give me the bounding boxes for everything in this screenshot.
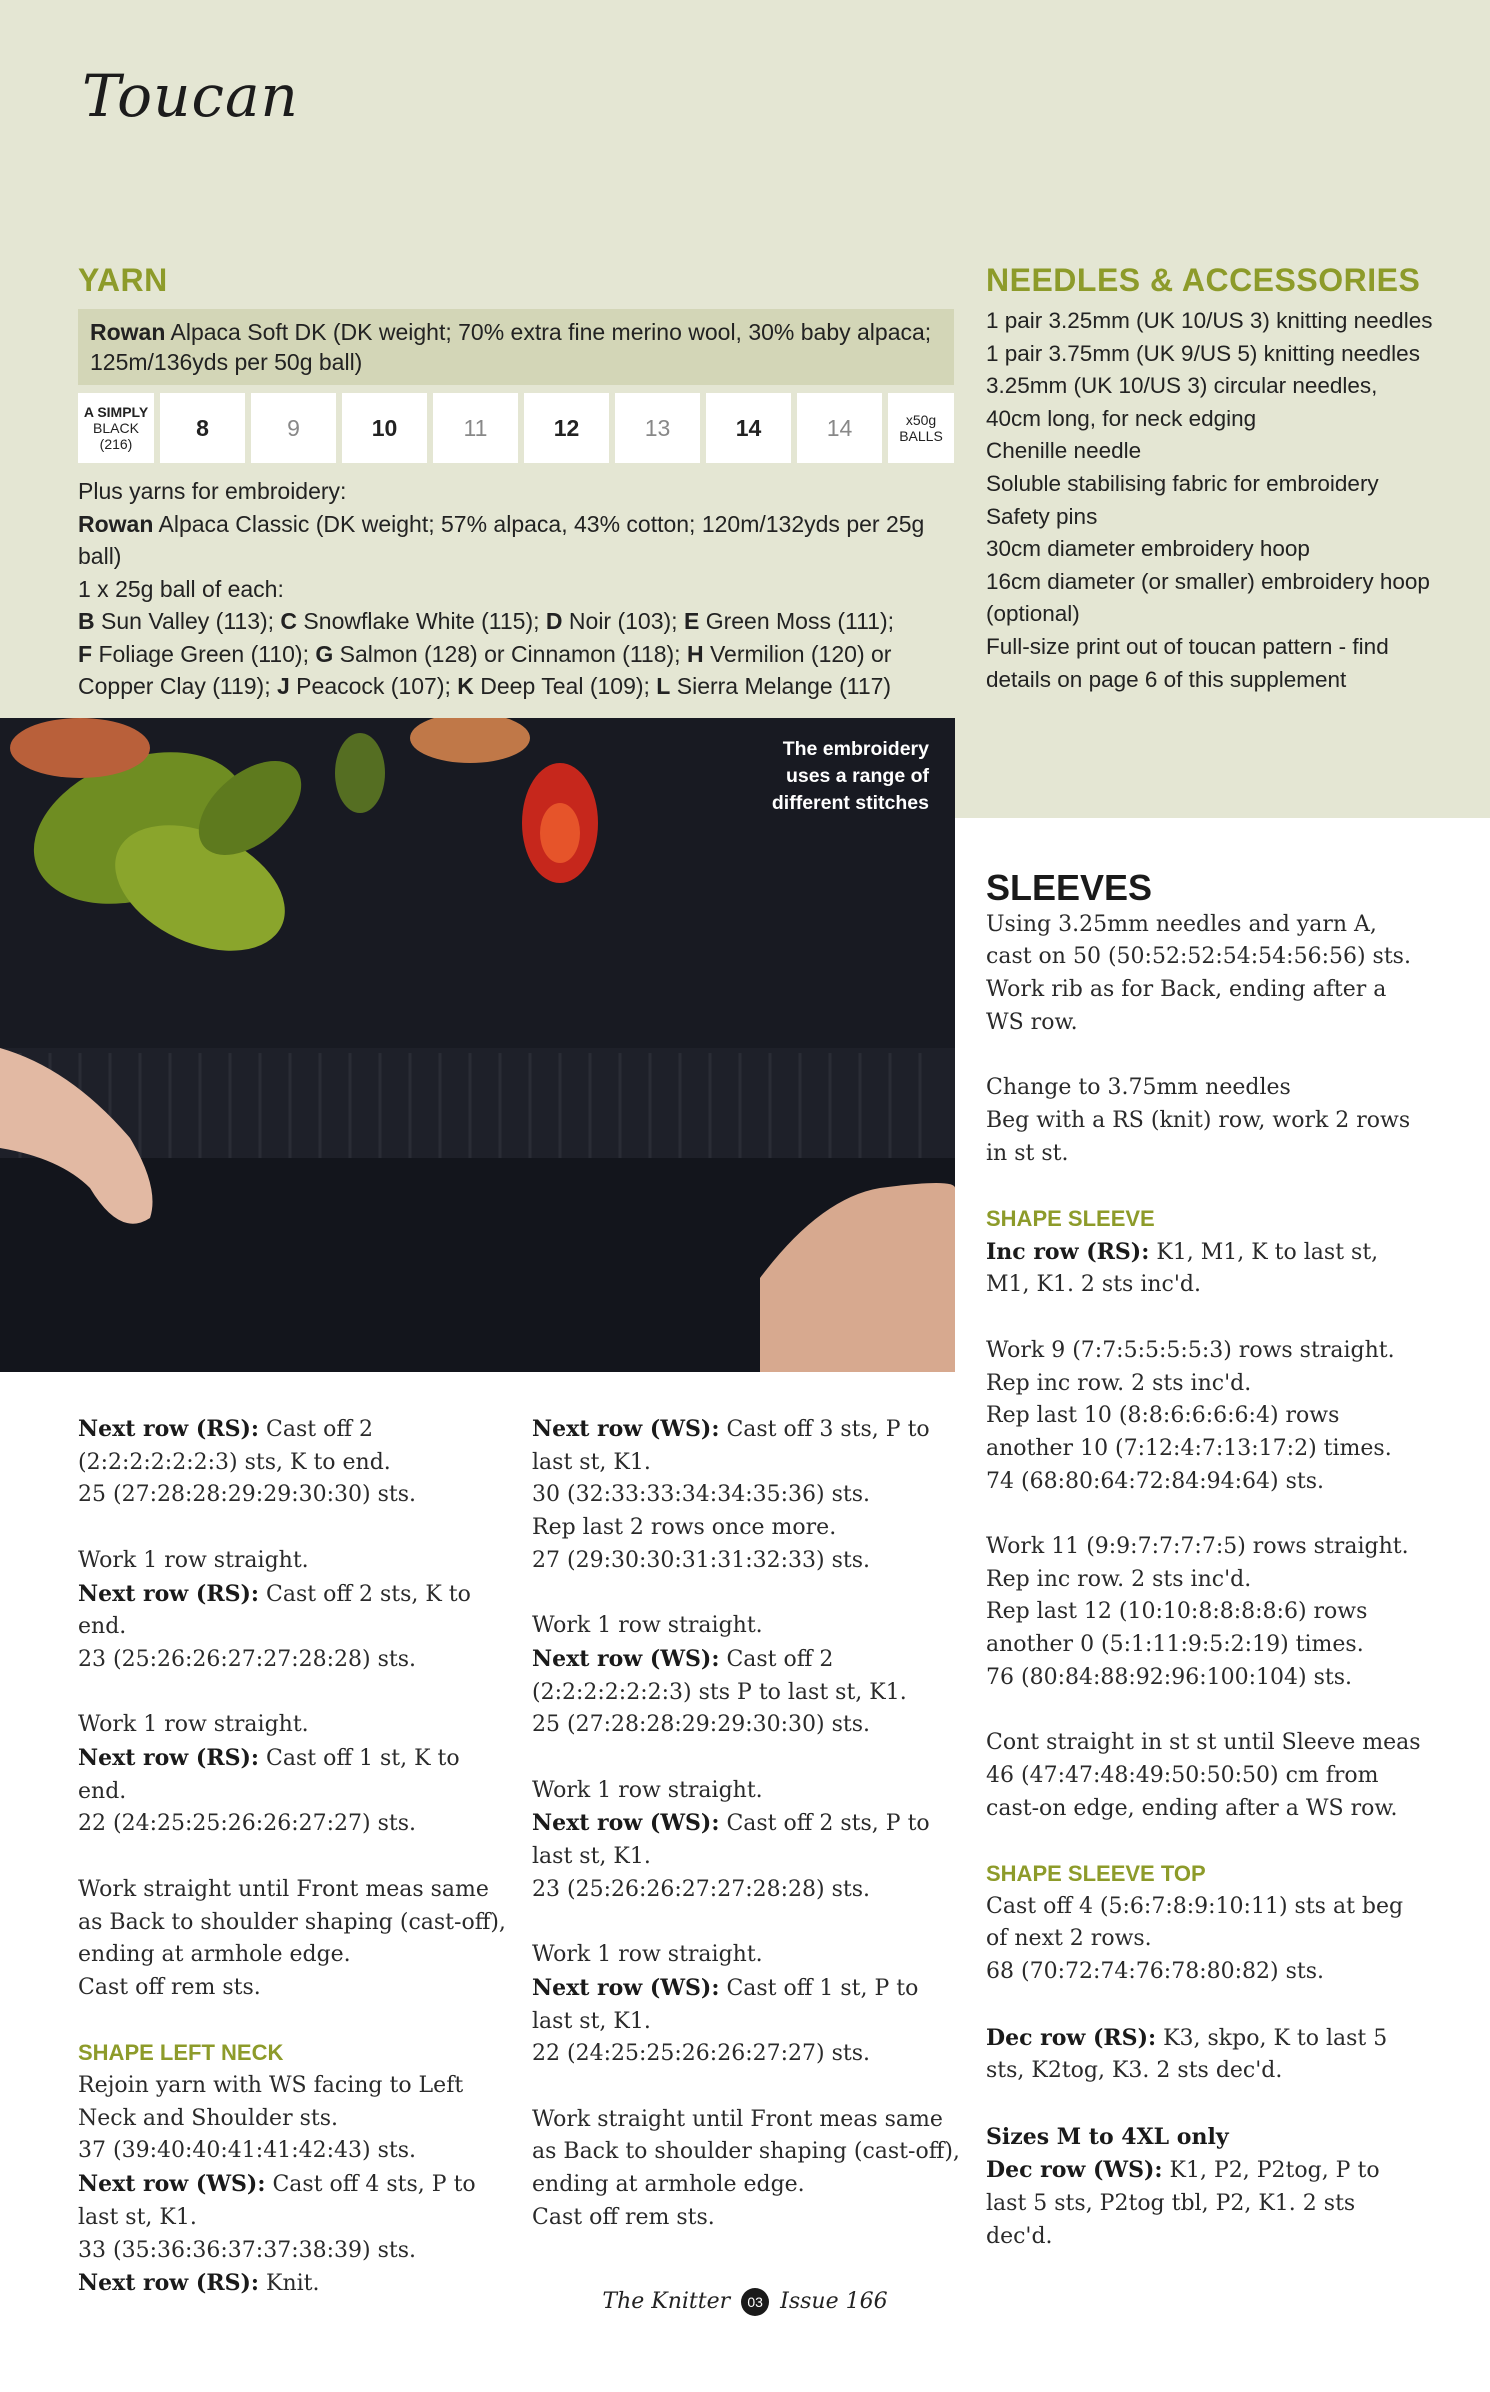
needles-item: Soluble stabilising fabric for embroidery bbox=[986, 470, 1379, 496]
stitch-count: 74 (68:80:64:72:84:94:64) sts. bbox=[986, 1468, 1324, 1494]
yarn-colour-label-3: (216) bbox=[99, 436, 133, 452]
row-label: Inc row (RS): bbox=[986, 1238, 1150, 1265]
colour-name: Deep Teal (109); bbox=[473, 673, 657, 699]
row-text: Cast off rem sts. bbox=[532, 2204, 715, 2230]
instruction-block bbox=[986, 1531, 1426, 1695]
row-text: Cast off 3 sts, P to last st, K1. bbox=[532, 1417, 930, 1475]
row-text: Rep inc row. 2 sts inc'd. bbox=[986, 1370, 1252, 1396]
stitch-count: 23 (25:26:26:27:27:28:28) sts. bbox=[532, 1876, 870, 1902]
stitch-count: 23 (25:26:26:27:27:28:28) sts. bbox=[78, 1646, 416, 1672]
stitch-count: 68 (70:72:74:76:78:80:82) sts. bbox=[986, 1959, 1324, 1985]
row-text: Rep last 10 (8:8:6:6:6:6:4) rows another 10 (7:12:4:7:13:17:2) times. bbox=[986, 1403, 1392, 1461]
instruction-block bbox=[532, 1413, 962, 1578]
colour-key: K bbox=[457, 673, 474, 699]
stitch-count: 22 (24:25:25:26:26:27:27) sts. bbox=[532, 2041, 870, 2067]
balls-label bbox=[888, 393, 954, 463]
row-label: Next row (WS): bbox=[78, 2171, 266, 2198]
yarn-colour-label-1: A SIMPLY bbox=[83, 404, 149, 420]
row-text: Cast off 1 st, K to end. bbox=[78, 1746, 460, 1804]
instruction-block bbox=[78, 1413, 508, 1512]
photo-caption-line: The embroidery bbox=[782, 738, 929, 760]
left-column bbox=[78, 1413, 508, 2334]
row-label: Next row (WS): bbox=[532, 1974, 720, 2001]
needles-item: 30cm diameter embroidery hoop bbox=[986, 536, 1310, 562]
row-text: Rep last 2 rows once more. bbox=[532, 1515, 837, 1541]
row-text: Work 1 row straight. bbox=[532, 1613, 763, 1639]
row-label: Next row (WS): bbox=[532, 1645, 720, 1672]
colour-name: Vermilion (120) or Copper Clay (119); bbox=[78, 640, 892, 699]
stitch-count: 30 (32:33:33:34:34:35:36) sts. bbox=[532, 1482, 870, 1508]
instruction-block bbox=[78, 2070, 508, 2301]
colour-key: D bbox=[545, 608, 563, 634]
stitch-count: 25 (27:28:28:29:29:30:30) sts. bbox=[78, 1482, 416, 1508]
instruction-block bbox=[986, 1335, 1426, 1499]
shape-left-neck-heading: SHAPE LEFT NECK bbox=[78, 2040, 284, 2066]
needles-item: 1 pair 3.25mm (UK 10/US 3) knitting needles bbox=[986, 308, 1433, 333]
stitch-count: 27 (29:30:30:31:31:32:33) sts. bbox=[532, 1547, 870, 1573]
sweater-photo bbox=[0, 718, 955, 1372]
main-yarn-text: Alpaca Soft DK (DK weight; 70% extra fine merino wool, 30% baby alpaca; 125m/136yds per 50g ball) bbox=[90, 319, 932, 375]
right-panel-extension bbox=[955, 700, 1490, 818]
row-text: Cast off 2 (2:2:2:2:2:2:3) sts, K to end. bbox=[78, 1417, 391, 1475]
row-label: Next row (WS): bbox=[532, 1416, 720, 1442]
stitch-count: 33 (35:36:36:37:37:38:39) sts. bbox=[78, 2237, 416, 2263]
row-text: Knit. bbox=[259, 2271, 320, 2297]
photo-caption-line: different stitches bbox=[771, 792, 929, 814]
row-text: Work 11 (9:9:7:7:7:7:5) rows straight. bbox=[986, 1534, 1409, 1559]
row-text: Cast off 4 (5:6:7:8:9:10:11) sts at beg of next 2 rows. bbox=[986, 1893, 1404, 1952]
page-footer bbox=[0, 2288, 1490, 2316]
size-cell: 14 bbox=[706, 393, 791, 463]
colour-name: Green Moss (111); bbox=[699, 608, 895, 634]
shape-sleeve-heading: SHAPE SLEEVE bbox=[986, 1206, 1155, 1231]
size-cell: 14 bbox=[797, 393, 882, 463]
row-text: Cast off 2 (2:2:2:2:2:2:3) sts P to last st, K1. bbox=[532, 1646, 907, 1705]
page-title: Toucan bbox=[82, 62, 299, 130]
colour-name: Sierra Melange (117) bbox=[670, 673, 892, 699]
size-cell: 13 bbox=[615, 393, 700, 463]
row-text: Beg with a RS (knit) row, work 2 rows in st st. bbox=[986, 1107, 1411, 1166]
needles-item: 3.25mm (UK 10/US 3) circular needles, 40cm long, for neck edging bbox=[986, 373, 1378, 431]
instruction-block bbox=[986, 1727, 1426, 1825]
colour-key: L bbox=[656, 673, 671, 699]
size-table bbox=[78, 393, 954, 463]
shape-sleeve-top-heading: SHAPE SLEEVE TOP bbox=[986, 1861, 1206, 1886]
row-text: Cast off rem sts. bbox=[78, 1974, 261, 2000]
colour-key: J bbox=[277, 673, 290, 699]
row-text: Work straight until Front meas same as Back to shoulder shaping (cast-off), ending at armhole edge. bbox=[78, 1876, 506, 1968]
main-yarn-brand: Rowan bbox=[90, 319, 166, 345]
colour-name: Foliage Green (110); bbox=[92, 640, 316, 667]
colour-name: Peacock (107); bbox=[289, 673, 458, 699]
instruction-block bbox=[78, 1874, 508, 2005]
embroidery-brand: Rowan bbox=[78, 510, 154, 537]
colour-key: E bbox=[683, 608, 700, 634]
row-text: K1, M1, K to last st, M1, K1. 2 sts inc'd. bbox=[986, 1239, 1379, 1298]
row-label: Next row (WS): bbox=[532, 1810, 720, 1837]
row-text: Rep last 12 (10:10:8:8:8:8:6) rows another 0 (5:1:11:9:5:2:19) times. bbox=[986, 1599, 1368, 1658]
row-text: Cont straight in st st until Sleeve meas 46 (47:47:48:49:50:50:50) cm from cast-on edge, ending after a WS row. bbox=[986, 1730, 1421, 1821]
row-text: Work 9 (7:7:5:5:5:5:3) rows straight. bbox=[986, 1337, 1395, 1363]
magazine-name: The Knitter bbox=[602, 2289, 731, 2314]
row-label: Next row (RS): bbox=[78, 1580, 260, 1607]
row-label: Next row (RS): bbox=[78, 1416, 260, 1442]
instruction-block bbox=[78, 1709, 508, 1841]
colour-list bbox=[78, 605, 954, 703]
instruction-block bbox=[532, 1775, 962, 1907]
row-text: Work 1 row straight. bbox=[78, 1547, 309, 1573]
sizes-note: Sizes M to 4XL only bbox=[986, 2123, 1229, 2150]
colour-key: C bbox=[280, 608, 298, 634]
stitch-count: 25 (27:28:28:29:29:30:30) sts. bbox=[532, 1712, 870, 1738]
instruction-block bbox=[986, 1236, 1426, 1302]
embroidery-intro: Plus yarns for embroidery: bbox=[78, 478, 347, 504]
needles-section bbox=[986, 262, 1436, 696]
page-number: 03 bbox=[741, 2288, 769, 2316]
colour-name: Sun Valley (113); bbox=[94, 608, 281, 634]
yarn-colour-label bbox=[78, 393, 154, 463]
row-text: K1, P2, P2tog, P to last 5 sts, P2tog tbl, P2, K1. 2 sts dec'd. bbox=[986, 2158, 1380, 2249]
colour-name: Snowflake White (115); bbox=[297, 608, 546, 634]
embroidery-text: Alpaca Classic (DK weight; 57% alpaca, 43% cotton; 120m/132yds per 25g ball) bbox=[78, 510, 925, 569]
stitch-count: 37 (39:40:40:41:41:42:43) sts. bbox=[78, 2138, 416, 2164]
row-label: Next row (RS): bbox=[78, 1745, 260, 1771]
row-text: K3, skpo, K to last 5 sts, K2tog, K3. 2 sts dec'd. bbox=[986, 2025, 1388, 2084]
needles-list bbox=[986, 305, 1436, 696]
row-text: Cast off 2 sts, P to last st, K1. bbox=[532, 1811, 930, 1870]
needles-item: 1 pair 3.75mm (UK 9/US 5) knitting needles bbox=[986, 340, 1420, 366]
row-text: Cast off 4 sts, P to last st, K1. bbox=[78, 2172, 476, 2230]
main-yarn-band bbox=[78, 309, 954, 385]
row-text: Cast off 1 st, P to last st, K1. bbox=[532, 1975, 919, 2034]
colour-name: Salmon (128) or Cinnamon (118); bbox=[333, 640, 687, 667]
instruction-block bbox=[78, 1545, 508, 1677]
row-text: Work 1 row straight. bbox=[532, 1942, 763, 1968]
row-text: Work rib as for Back, ending after a WS row. bbox=[986, 977, 1387, 1035]
needles-item: Safety pins bbox=[986, 503, 1098, 529]
colour-key: G bbox=[315, 640, 334, 667]
row-label: Dec row (RS): bbox=[986, 2024, 1157, 2051]
needles-heading: NEEDLES & ACCESSORIES bbox=[986, 262, 1421, 298]
row-text: Cast off 2 sts, K to end. bbox=[78, 1581, 471, 1640]
colour-name: Noir (103); bbox=[562, 608, 684, 634]
row-text: Work 1 row straight. bbox=[78, 1712, 309, 1738]
photo-caption bbox=[772, 736, 929, 817]
instruction-block bbox=[986, 2121, 1426, 2254]
needles-item: 16cm diameter (or smaller) embroidery hoop (optional) bbox=[986, 568, 1430, 627]
instruction-block bbox=[986, 2022, 1426, 2088]
sleeves-column bbox=[986, 867, 1426, 2286]
instruction-block bbox=[532, 1939, 962, 2071]
stitch-count: 22 (24:25:25:26:26:27:27) sts. bbox=[78, 1811, 416, 1837]
instruction-block bbox=[986, 1891, 1426, 1989]
embroidery-yarn bbox=[78, 508, 954, 573]
size-cell: 9 bbox=[251, 393, 336, 463]
middle-column bbox=[532, 1413, 962, 2267]
issue-number: Issue 166 bbox=[780, 2289, 888, 2314]
sleeves-heading: SLEEVES bbox=[986, 867, 1153, 908]
needles-item: Chenille needle bbox=[986, 438, 1142, 464]
needles-item: Full-size print out of toucan pattern - find details on page 6 of this supplement bbox=[986, 633, 1389, 692]
embroidery-each: 1 x 25g ball of each: bbox=[78, 575, 284, 602]
row-text: Rejoin yarn with WS facing to Left Neck and Shoulder sts. bbox=[78, 2073, 464, 2131]
row-text: Change to 3.75mm needles bbox=[986, 1075, 1291, 1101]
yarn-section bbox=[78, 262, 954, 703]
instruction-block bbox=[986, 909, 1426, 1040]
colour-key: F bbox=[78, 640, 93, 667]
balls-label-1: x50g bbox=[905, 412, 937, 428]
instruction-block bbox=[532, 2104, 962, 2235]
size-cell: 8 bbox=[160, 393, 245, 463]
row-label: Dec row (WS): bbox=[986, 2157, 1163, 2184]
size-cell: 12 bbox=[524, 393, 609, 463]
colour-key: H bbox=[686, 640, 704, 667]
row-text: Rep inc row. 2 sts inc'd. bbox=[986, 1566, 1252, 1592]
size-cell: 10 bbox=[342, 393, 427, 463]
yarn-heading: YARN bbox=[78, 262, 168, 298]
photo-caption-line: uses a range of bbox=[785, 765, 929, 787]
size-cell: 11 bbox=[433, 393, 518, 463]
row-text: Work straight until Front meas same as Back to shoulder shaping (cast-off), ending at armhole edge. bbox=[532, 2106, 960, 2198]
yarn-colour-label-2: BLACK bbox=[93, 420, 139, 436]
row-text: Work 1 row straight. bbox=[532, 1777, 763, 1803]
instruction-block bbox=[986, 1072, 1426, 1170]
stitch-count: 76 (80:84:88:92:96:100:104) sts. bbox=[986, 1664, 1352, 1690]
instruction-block bbox=[532, 1610, 962, 1742]
balls-label-2: BALLS bbox=[899, 428, 943, 444]
row-label: Next row (RS): bbox=[78, 2270, 260, 2297]
embroidery-yarns bbox=[78, 475, 954, 703]
colour-key: B bbox=[78, 608, 95, 634]
row-text: Using 3.25mm needles and yarn A, cast on 50 (50:52:52:54:54:56:56) sts. bbox=[986, 911, 1411, 970]
